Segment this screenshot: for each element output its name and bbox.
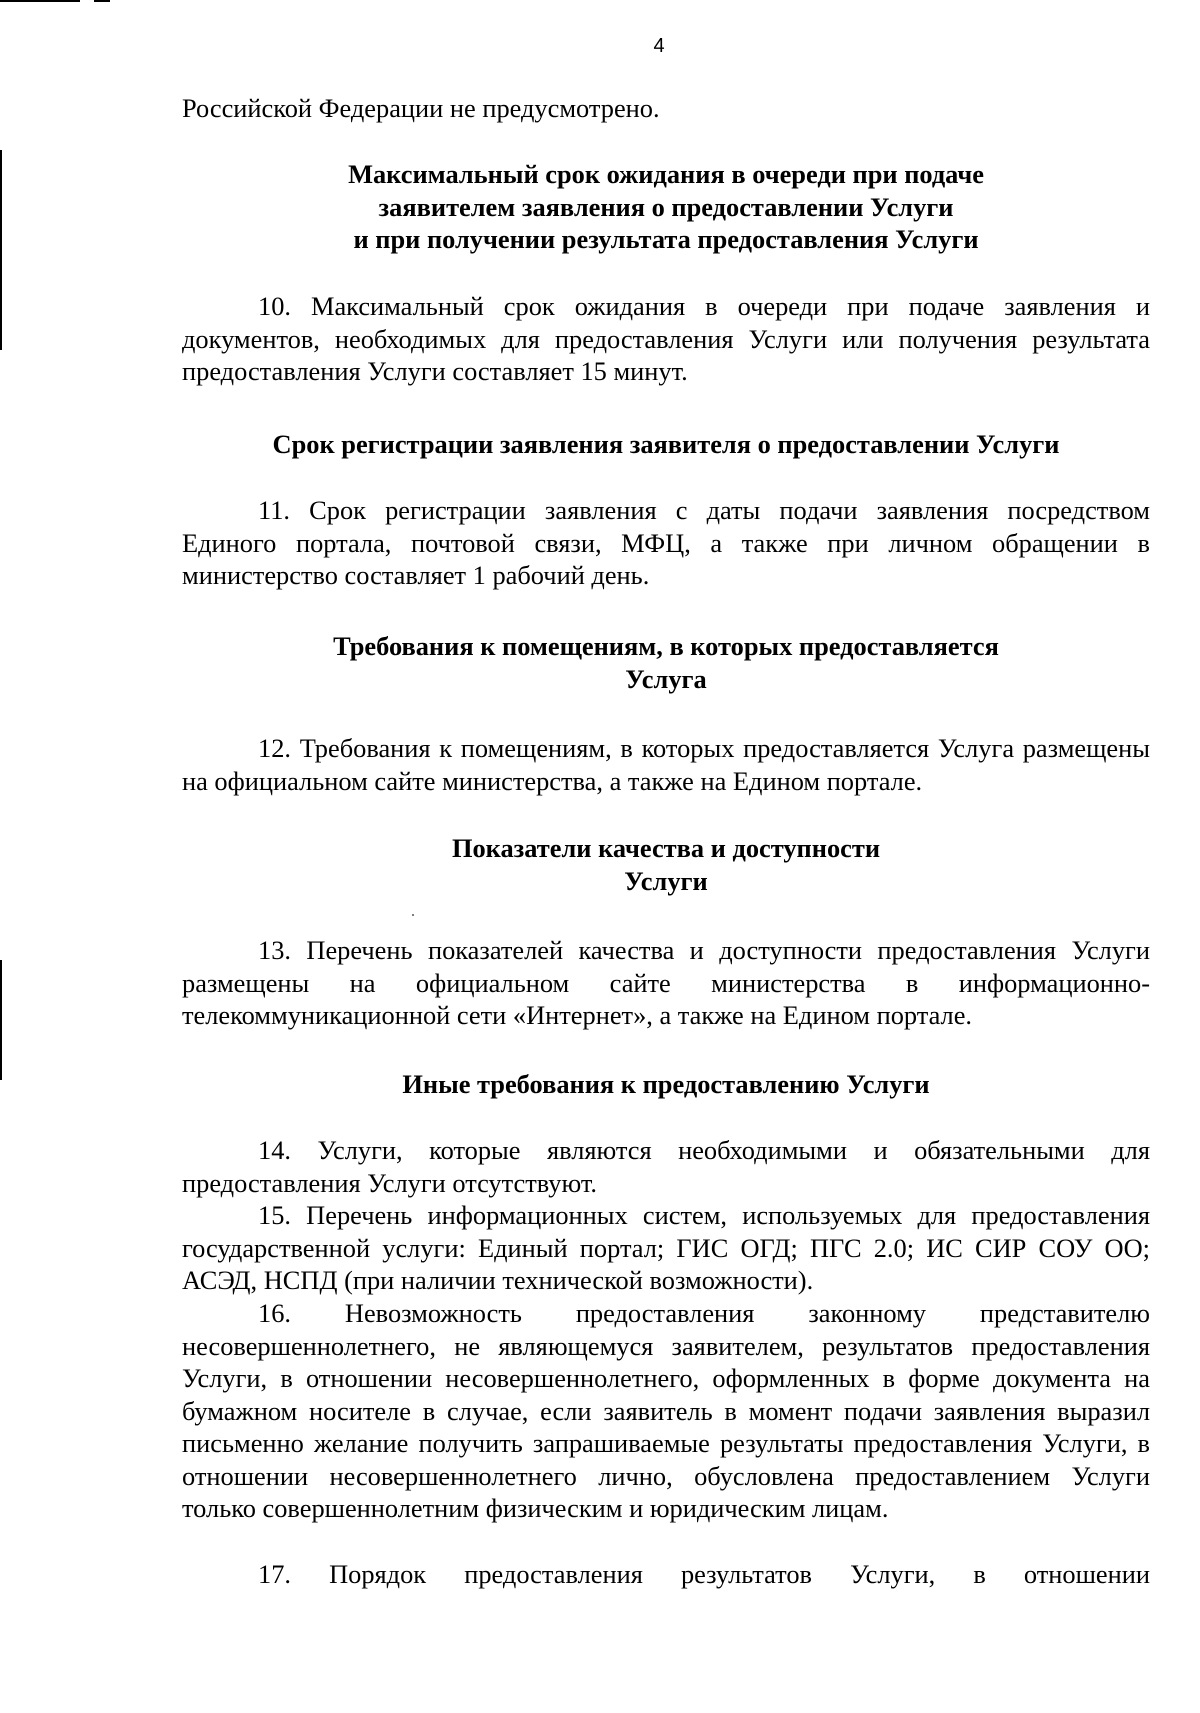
heading-line: Максимальный срок ожидания в очереди при подаче bbox=[348, 159, 984, 189]
scan-mark bbox=[94, 0, 110, 2]
lead-text: Российской Федерации не предусмотрено. bbox=[182, 93, 660, 123]
section-heading-premises bbox=[182, 630, 1150, 695]
paragraph-14: 14. Услуги, которые являются необходимыми и обязательными для предоставления Услуги отсутствуют. bbox=[182, 1135, 1150, 1198]
paragraph-15: 15. Перечень информационных систем, используемых для предоставления государственной услуги: Единый портал; ГИС ОГД; ПГС 2.0; ИС СИР СОУ ОО; АСЭД, НСПД (при наличии технической возможности). bbox=[182, 1200, 1150, 1295]
heading-line: Показатели качества и доступности bbox=[451, 833, 881, 863]
heading-line: Услуга bbox=[625, 663, 707, 694]
heading-line: Иные требования к предоставлению Услуги bbox=[402, 1069, 930, 1099]
section-heading-quality bbox=[182, 832, 1150, 897]
paragraph-13: 13. Перечень показателей качества и доступности предоставления Услуги размещены на официальном сайте министерства в информационно-телекоммуникационной сети «Интернет», а также на Едином портале. bbox=[182, 935, 1150, 1030]
section-heading-registration bbox=[182, 428, 1150, 461]
section-heading-other-requirements bbox=[182, 1068, 1150, 1101]
page-number: 4 bbox=[653, 35, 665, 57]
paragraph-11: 11. Срок регистрации заявления с даты подачи заявления посредством Единого портала, почтовой связи, МФЦ, а также при личном обращении в министерство составляет 1 рабочий день. bbox=[182, 495, 1150, 590]
scan-edge-line bbox=[0, 960, 2, 1080]
heading-line: и при получении результата предоставления Услуги bbox=[353, 224, 979, 254]
heading-line: заявителем заявления о предоставлении Услуги bbox=[378, 191, 954, 222]
heading-line: Услуги bbox=[624, 865, 708, 896]
paragraph-12: 12. Требования к помещениям, в которых предоставляется Услуга размещены на официальном сайте министерства, а также на Едином портале. bbox=[182, 733, 1150, 796]
paragraph-10: 10. Максимальный срок ожидания в очереди при подаче заявления и документов, необходимых для предоставления Услуги или получения результата предоставления Услуги составляет 15 минут. bbox=[182, 291, 1150, 386]
scan-mark bbox=[0, 0, 80, 2]
heading-line: Срок регистрации заявления заявителя о предоставлении Услуги bbox=[272, 429, 1060, 459]
paragraph-17: 17. Порядок предоставления результатов Услуги, в отношении bbox=[258, 1559, 1150, 1589]
paragraph-16: 16. Невозможность предоставления законному представителю несовершеннолетнего, не являющемуся заявителем, результатов предоставления Услуги, в отношении несовершеннолетнего, оформленных в форме документа на бумажном носителе в случае, если заявитель в момент подачи заявления выразил письменно желание получить запрашиваемые результаты предоставления Услуги, в отношении несовершеннолетнего лично, обусловлена предоставлением Услуги только совершеннолетним физическим и юридическим лицам. bbox=[182, 1298, 1150, 1523]
section-heading-max-wait bbox=[182, 158, 1150, 256]
scan-edge-line bbox=[0, 150, 2, 350]
heading-line: Требования к помещениям, в которых предоставляется bbox=[333, 631, 999, 661]
scan-speck bbox=[412, 914, 414, 916]
